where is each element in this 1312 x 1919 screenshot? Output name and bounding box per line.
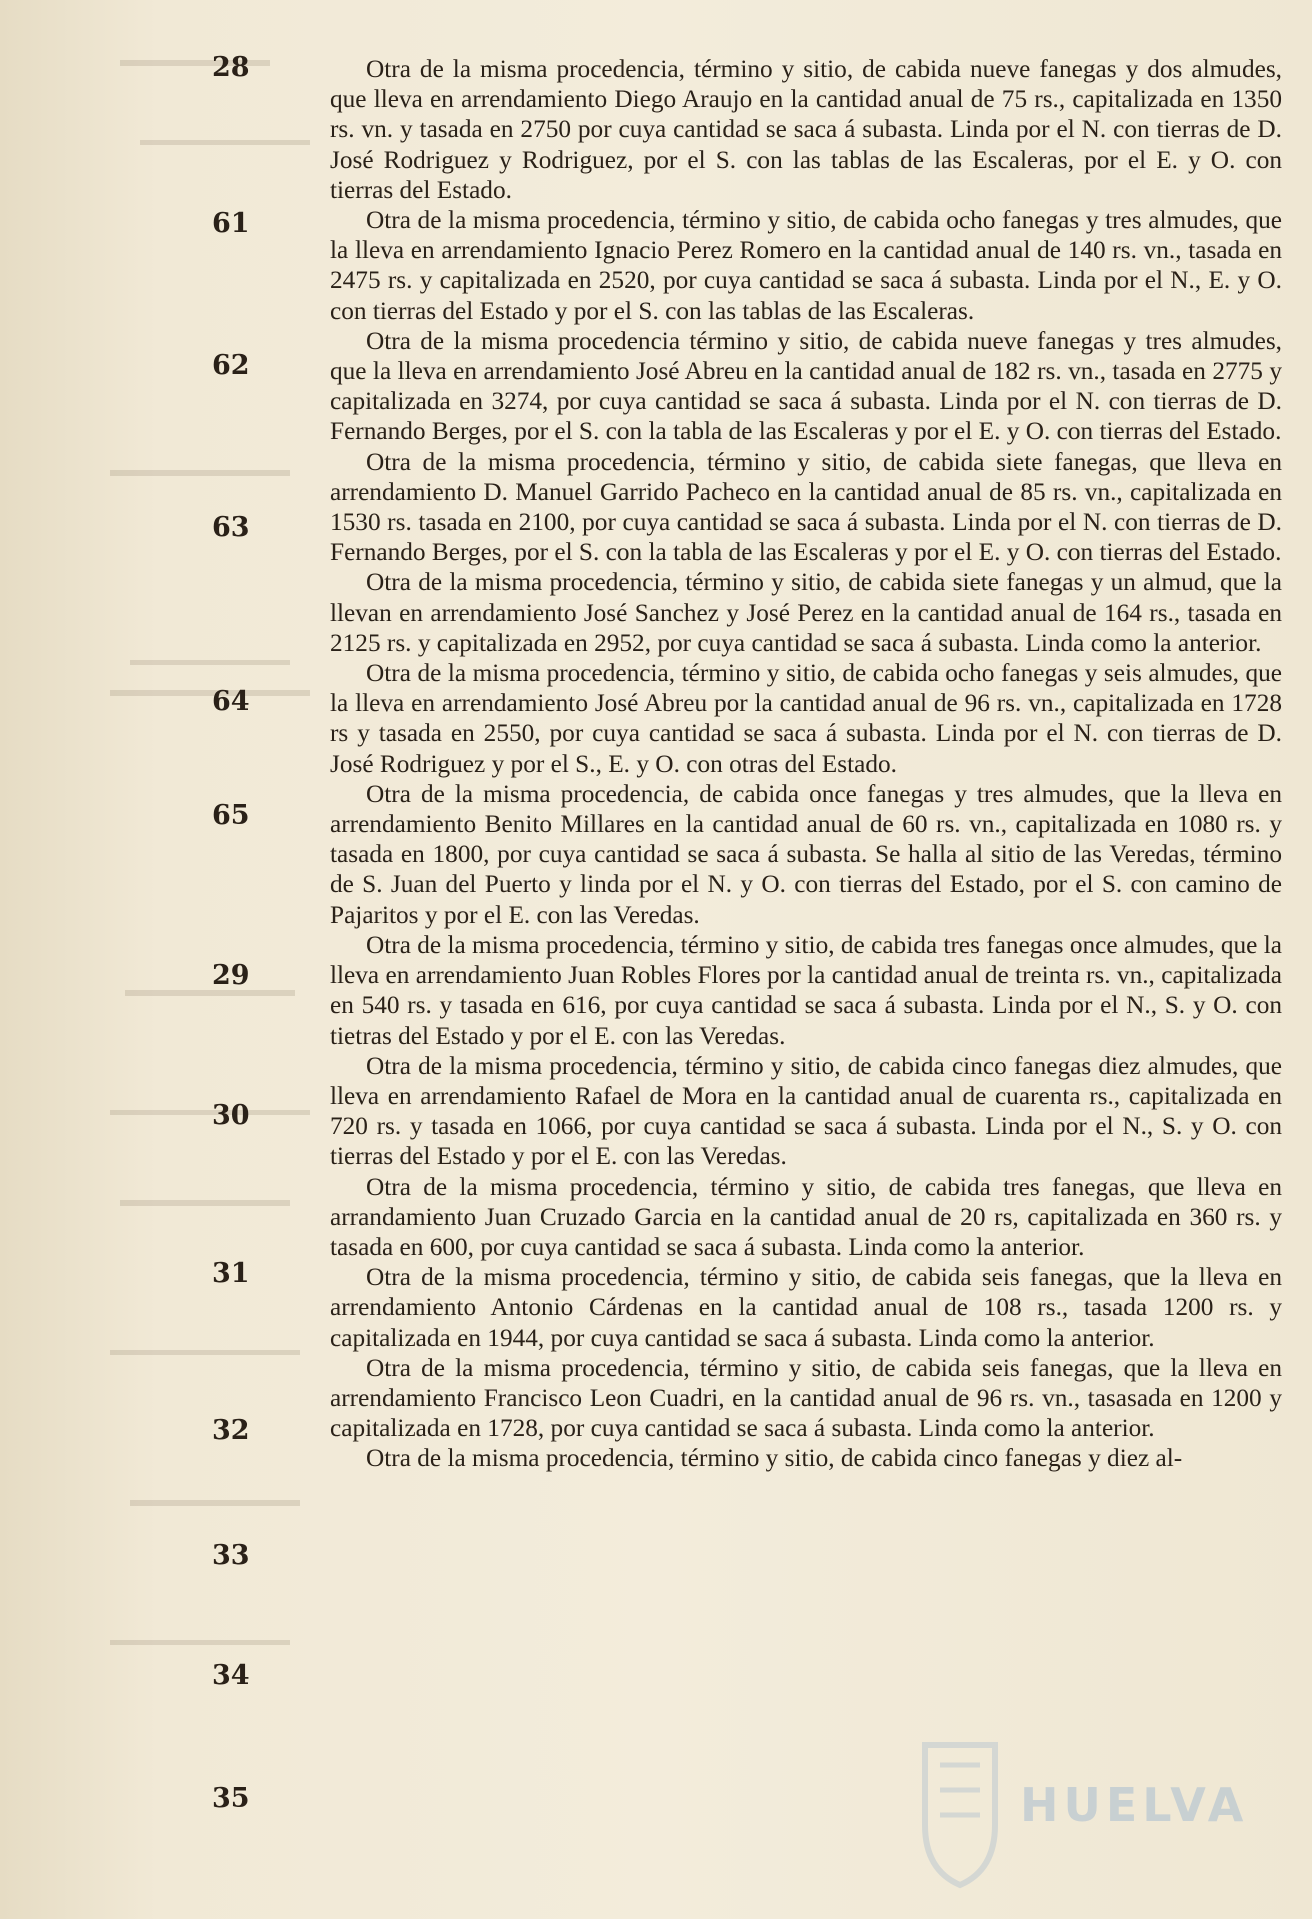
lot-number: 28 [212,52,250,83]
entries-column [330,54,1282,1474]
lot-number: 31 [212,1258,250,1289]
margin-numbers [0,0,330,1919]
property-entry: Otra de la misma procedencia, término y sitio, de cabida cinco fanegas y diez al- [366,1444,1183,1473]
property-entry: Otra de la misma procedencia, término y sitio, de cabida siete fanegas, que lleva en arrendamiento D. Manuel Garrido Pacheco en la cantidad anual de 85 rs. vn., capitalizada en 1530 rs. tasada en 2100, por cuya cantidad se saca á subasta. Linda por el N. con tierras de D. Fernando Berges, por el S. con la tabla de las Escaleras y por el E. y O. con tierras del Estado. [330,447,1282,567]
lot-number: 62 [212,350,250,381]
property-entry: Otra de la misma procedencia, término y sitio, de cabida seis fanegas, que la lleva en arrendamiento Antonio Cárdenas en la cantidad anual de 108 rs., tasada 1200 rs. y capitalizada en 1944, por cuya cantidad se saca á subasta. Linda como la anterior. [330,1263,1282,1352]
property-entry: Otra de la misma procedencia, término y sitio, de cabida ocho fanegas y tres almudes, que la lleva en arrendamiento Ignacio Perez Romero en la cantidad anual de 140 rs. vn., tasada en 2475 rs. y capitalizada en 2520, por cuya cantidad se saca á subasta. Linda por el N., E. y O. con tierras del Estado y por el S. con las tablas de las Escaleras. [330,206,1282,325]
lot-number: 30 [212,1100,250,1131]
property-entry: Otra de la misma procedencia, término y sitio, de cabida seis fanegas, que la lleva en arrendamiento Francisco Leon Cuadri, en la cantidad anual de 96 rs. vn., tasasada en 1200 y capitalizada en 1728, por cuya cantidad se saca á subasta. Linda como la anterior. [330,1353,1282,1443]
property-entry: Otra de la misma procedencia, término y sitio, de cabida ocho fanegas y seis almudes, que la lleva en arrendamiento José Abreu por la cantidad anual de 96 rs. vn., capitalizada en 1728 rs y tasada en 2550, por cuya cantidad se saca á subasta. Linda por el N. con tierras de D. José Rodriguez y por el S., E. y O. con otras del Estado. [330,659,1282,778]
lot-number: 63 [212,512,250,543]
watermark-label: HUELVA [1020,1778,1249,1832]
lot-number: 29 [212,960,250,991]
lot-number: 33 [212,1540,250,1571]
property-entry: Otra de la misma procedencia, término y sitio, de cabida tres fanegas once almudes, que la lleva en arrendamiento Juan Robles Flores por la cantidad anual de treinta rs. vn., capitalizada en 540 rs. y tasada en 616, por cuya cantidad se saca á subasta. Linda por el N., S. y O. con tietras del Estado y por el E. con las Veredas. [330,930,1282,1050]
lot-number: 34 [212,1660,250,1691]
lot-number: 35 [212,1783,250,1814]
property-entry: Otra de la misma procedencia, término y sitio, de cabida cinco fanegas diez almudes, que lleva en arrendamiento Rafael de Mora en la cantidad anual de cuarenta rs., capitalizada en 720 rs. y tasada en 1066, por cuya cantidad se saca á subasta. Linda por el N., S. y O. con tierras del Estado y por el E. con las Veredas. [330,1051,1282,1171]
lot-number: 64 [212,686,250,717]
property-entry: Otra de la misma procedencia, de cabida once fanegas y tres almudes, que la lleva en arrendamiento Benito Millares en la cantidad anual de 60 rs. vn., capitalizada en 1080 rs. y tasada en 1800, por cuya cantidad se saca á subasta. Se halla al sitio de las Veredas, término de S. Juan del Puerto y linda por el N. y O. con tierras del Estado, por el S. con camino de Pajaritos y por el E. con las Veredas. [330,779,1282,929]
property-entry: Otra de la misma procedencia término y sitio, de cabida nueve fanegas y tres almudes, que la lleva en arrendamiento José Abreu en la cantidad anual de 182 rs. vn., tasada en 2775 y capitalizada en 3274, por cuya cantidad se saca á subasta. Linda por el N. con tierras de D. Fernando Berges, por el S. con la tabla de las Escaleras y por el E. y O. con tierras del Estado. [330,326,1282,446]
property-entry: Otra de la misma procedencia, término y sitio, de cabida siete fanegas y un almud, que la llevan en arrendamiento José Sanchez y José Perez en la cantidad anual de 164 rs., tasada en 2125 rs. y capitalizada en 2952, por cuya cantidad se saca á subasta. Linda como la anterior. [330,568,1282,657]
property-entry: Otra de la misma procedencia, término y sitio, de cabida nueve fanegas y dos almudes, que lleva en arrendamiento Diego Araujo en la cantidad anual de 75 rs., capitalizada en 1350 rs. vn. y tasada en 2750 por cuya cantidad se saca á subasta. Linda por el N. con tierras de D. José Rodriguez y Rodriguez, por el S. con las tablas de las Escaleras, por el E. y O. con tierras del Estado. [330,55,1282,204]
property-entry: Otra de la misma procedencia, término y sitio, de cabida tres fanegas, que lleva en arrandamiento Juan Cruzado Garcia en la cantidad anual de 20 rs, capitalizada en 360 rs. y tasada en 600, por cuya cantidad se saca á subasta. Linda como la anterior. [330,1172,1282,1261]
lot-number: 32 [212,1415,250,1446]
lot-number: 61 [212,208,250,239]
lot-number: 65 [212,800,250,831]
